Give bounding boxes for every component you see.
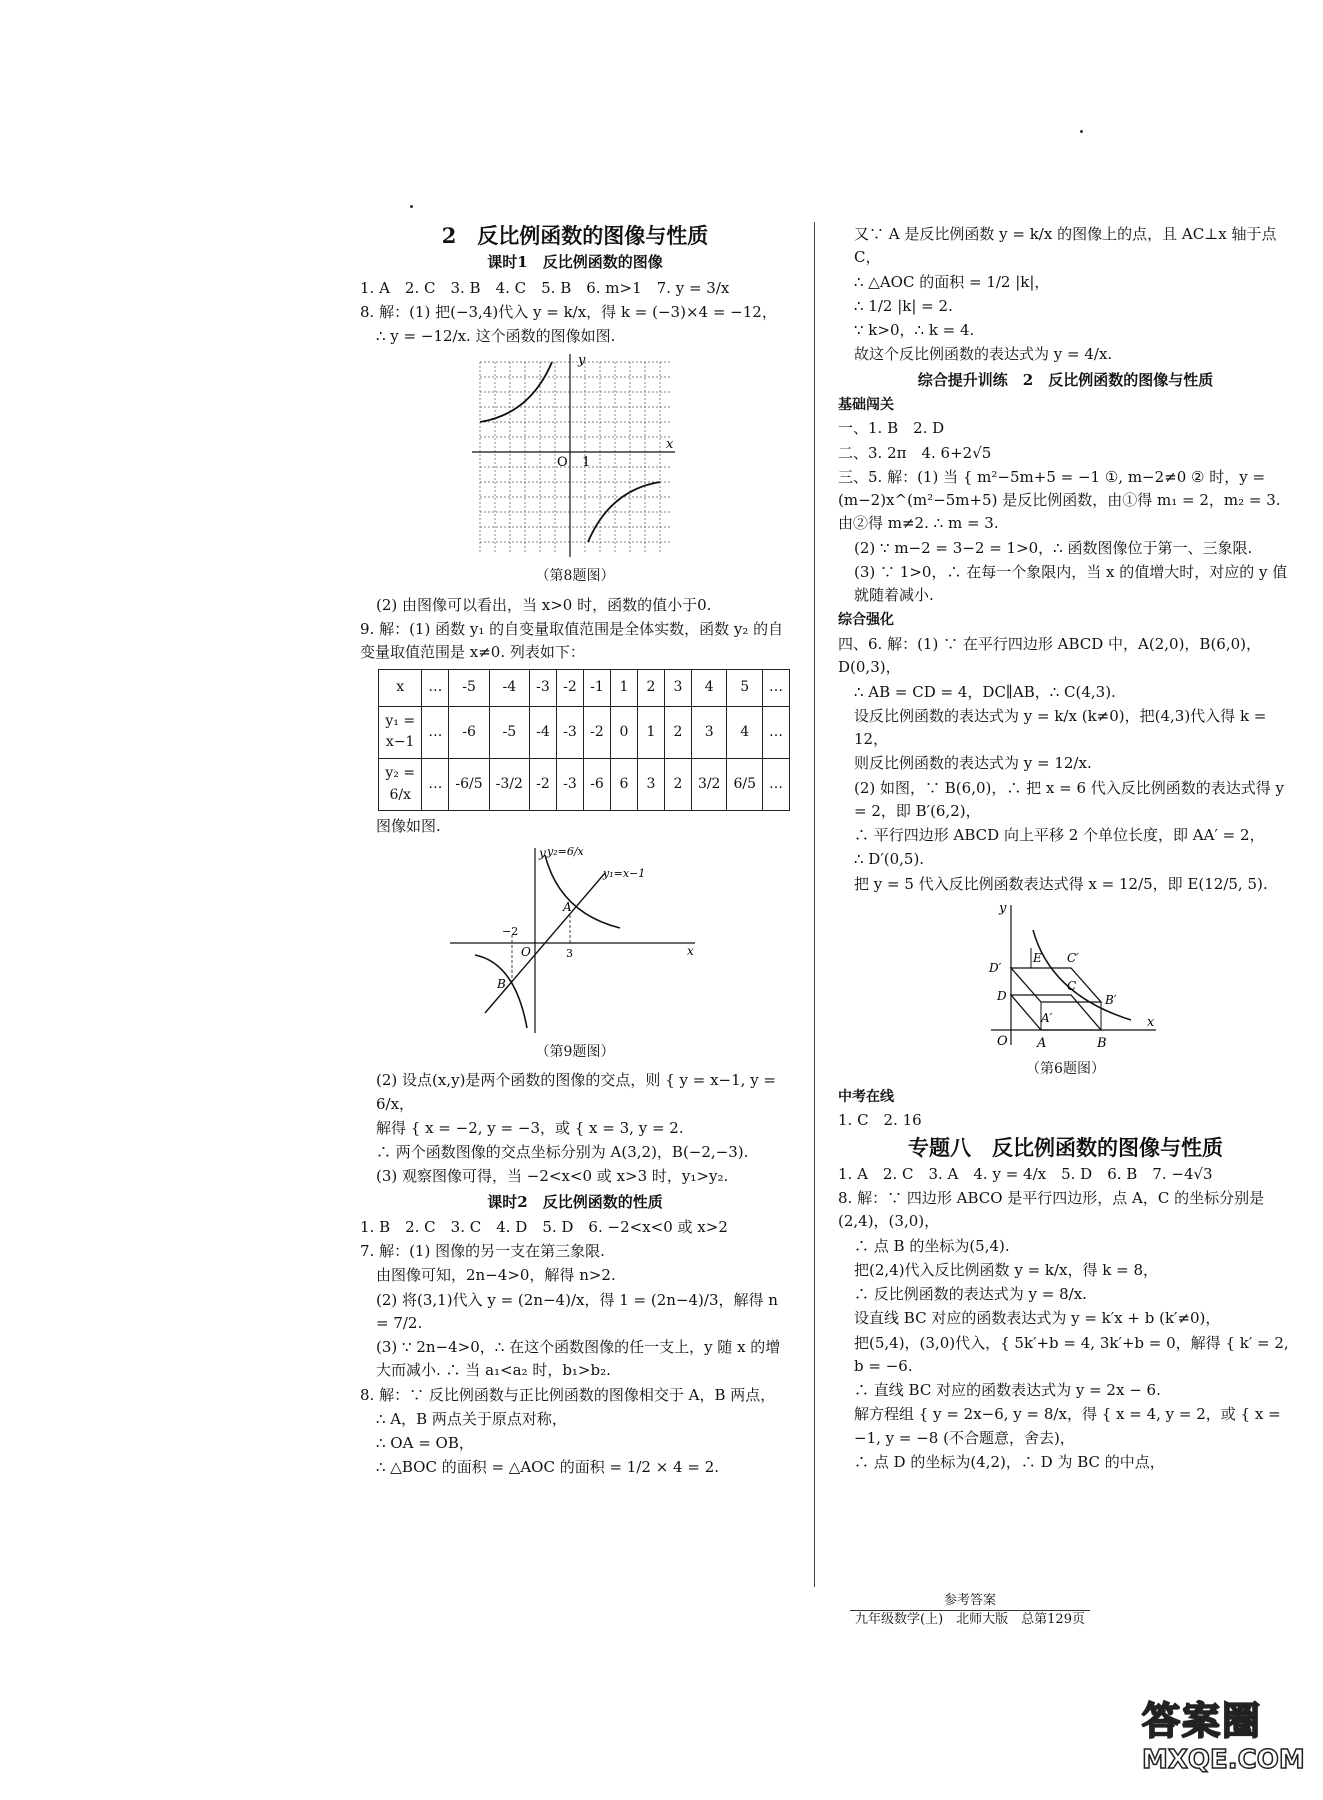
lesson1-answers: 1. A 2. C 3. B 4. C 5. B 6. m>1 7. y = 3/x xyxy=(360,278,730,297)
table-cell: -6/5 xyxy=(449,759,489,811)
table-cell: … xyxy=(763,669,790,706)
figure-8-graph xyxy=(470,352,680,562)
topic-line6: 把(5,4)，(3,0)代入，{ 5k′+b = 4, 3k′+b = 0，解得 { k′ = 2, b = −6. xyxy=(854,1333,1289,1375)
table-row-y2 xyxy=(379,759,790,811)
topic-line8: 解方程组 { y = 2x−6, y = 8/x，得 { x = 4, y = 2，或 { x = −1, y = −8 (不合题意，舍去)， xyxy=(854,1405,1281,1447)
watermark-logo xyxy=(1142,1690,1312,1790)
table-cell: 3 xyxy=(664,669,691,706)
left-column xyxy=(360,222,790,1481)
strong-line5: (2) 如图，∵ B(6,0)，∴ 把 x = 6 代入反比例函数的表达式得 y = 2，即 B′(6,2)， xyxy=(854,778,1285,820)
q7-line2: 由图像可知，2n−4>0，解得 n>2. xyxy=(376,1266,616,1285)
footer-info: 九年级数学(上) 北师大版 总第129页 xyxy=(855,1612,1085,1628)
strong-label: 综合强化 xyxy=(838,612,894,629)
table-cell: -2 xyxy=(529,759,556,811)
q9-line6: (3) 观察图像可得，当 −2<x<0 或 x>3 时，y₁>y₂. xyxy=(376,1167,729,1186)
q9-line4: 解得 { x = −2, y = −3，或 { x = 3, y = 2. xyxy=(376,1118,684,1137)
table-cell: -5 xyxy=(449,669,489,706)
footer-title: 参考答案 xyxy=(943,1593,996,1608)
table-cell: -6 xyxy=(583,759,610,811)
basic-line3: 三、5. 解：(1) 当 { m²−5m+5 = −1 ①, m−2≠0 ② 时，y = (m−2)x^(m²−5m+5) 是反比例函数，由①得 m₁ = 2，m₂ = 3. 由②得 m≠2. ∴ m = 3. xyxy=(838,467,1281,533)
r-line2: ∴ △AOC 的面积 = 1/2 |k|， xyxy=(854,272,1050,291)
strong-line3: 设反比例函数的表达式为 y = k/x (k≠0)，把(4,3)代入得 k = 12， xyxy=(854,706,1267,749)
table-cell: -2 xyxy=(556,669,583,706)
q9-line1: 9. 解：(1) 函数 y₁ 的自变量取值范围是全体实数，函数 y₂ 的自变量取值范围是 x≠0. 列表如下： xyxy=(360,620,784,662)
fig8-caption: （第8题图） xyxy=(535,568,615,585)
table-cell: x xyxy=(379,669,422,706)
table-cell: -5 xyxy=(489,706,529,758)
table-cell: 3 xyxy=(637,759,664,811)
table-cell: 2 xyxy=(664,706,691,758)
table-cell: 1 xyxy=(610,669,637,706)
value-table xyxy=(378,669,790,812)
basic-line1: 一、1. B 2. D xyxy=(838,419,945,438)
fig9-point-b: B xyxy=(497,976,506,991)
table-cell: 6/5 xyxy=(727,759,763,811)
table-cell: … xyxy=(763,759,790,811)
topic-line9: ∴ 点 D 的坐标为(4,2)，∴ D 为 BC 的中点， xyxy=(854,1452,1165,1471)
table-cell: -3 xyxy=(529,669,556,706)
fig6-o: O xyxy=(996,1033,1008,1049)
table-cell: 3 xyxy=(691,706,727,758)
basic-line4: (2) ∵ m−2 = 3−2 = 1>0，∴ 函数图像位于第一、三象限. xyxy=(854,538,1253,557)
exam-line1: 1. C 2. 16 xyxy=(838,1111,922,1130)
r-line5: 故这个反比例函数的表达式为 y = 4/x. xyxy=(854,345,1113,364)
q9-line3: (2) 设点(x,y)是两个函数的图像的交点，则 { y = x−1, y = 6/x， xyxy=(376,1071,776,1113)
fig9-x-label: x xyxy=(687,943,694,958)
table-cell: y₂ = 6/x xyxy=(379,759,422,811)
lesson2-title: 课时2 反比例函数的性质 xyxy=(487,1192,663,1211)
table-cell: 3/2 xyxy=(691,759,727,811)
fig6-x: x xyxy=(1146,1014,1154,1030)
page-footer xyxy=(820,1592,1120,1629)
topic-line2: ∴ 点 B 的坐标为(5,4). xyxy=(854,1236,1010,1255)
table-row-x xyxy=(379,669,790,706)
fig6-dprime: D′ xyxy=(988,960,1001,975)
scan-speck xyxy=(410,205,413,208)
fig6-cprime: C′ xyxy=(1066,950,1079,965)
table-cell: -3 xyxy=(556,759,583,811)
table-cell: 4 xyxy=(727,706,763,758)
q7-line4: (3) ∵ 2n−4>0，∴ 在这个函数图像的任一支上，y 随 x 的增大而减小. ∴ 当 a₁<a₂ 时，b₁>b₂. xyxy=(376,1338,781,1380)
fig6-d: D xyxy=(996,988,1007,1003)
fig9-caption: （第9题图） xyxy=(535,1043,615,1060)
q8-line3: (2) 由图像可以看出，当 x>0 时，函数的值小于0. xyxy=(376,595,712,614)
table-cell: 2 xyxy=(664,759,691,811)
r-line3: ∴ 1/2 |k| = 2. xyxy=(854,296,953,315)
topic-line5: 设直线 BC 对应的函数表达式为 y = k′x + b (k′≠0)， xyxy=(854,1309,1221,1328)
watermark-line1: 答案圈 xyxy=(1142,1699,1263,1743)
table-cell: 5 xyxy=(727,669,763,706)
fig6-c: C xyxy=(1066,978,1076,993)
basic-line2: 二、3. 2π 4. 6+2√5 xyxy=(838,443,992,462)
fig9-neg2: −2 xyxy=(502,924,519,938)
table-row-y1 xyxy=(379,706,790,758)
fig9-y1-label: y₁=x−1 xyxy=(603,866,646,880)
exam-label: 中考在线 xyxy=(838,1088,894,1105)
figure-6-graph xyxy=(971,900,1161,1055)
fig6-aprime: A′ xyxy=(1040,1010,1052,1025)
fig9-y-label: y xyxy=(539,845,546,860)
fig8-one-label: 1 xyxy=(582,455,591,471)
figure-9-graph xyxy=(445,843,705,1038)
table-cell: -1 xyxy=(583,669,610,706)
q8b-line2: ∴ A，B 两点关于原点对称， xyxy=(376,1409,567,1428)
q9-line5: ∴ 两个函数图像的交点坐标分别为 A(3,2)，B(−2,−3). xyxy=(376,1143,749,1162)
topic-line1: 8. 解：∵ 四边形 ABCO 是平行四边形，点 A，C 的坐标分别是 (2,4)，(3,0)， xyxy=(838,1189,1265,1231)
table-cell: 2 xyxy=(637,669,664,706)
table-cell: -2 xyxy=(583,706,610,758)
r-line4: ∵ k>0，∴ k = 4. xyxy=(854,321,975,339)
strong-line4: 则反比例函数的表达式为 y = 12/x. xyxy=(854,754,1092,773)
table-cell: -6 xyxy=(449,706,489,758)
strong-line6: ∴ 平行四边形 ABCD 向上平移 2 个单位长度，即 AA′ = 2， xyxy=(854,826,1265,845)
table-cell: … xyxy=(422,706,449,758)
q8-line2: ∴ y = −12/x. 这个函数的图像如图. xyxy=(376,327,616,346)
section-title: 2 反比例函数的图像与性质 xyxy=(441,223,709,248)
basic-label: 基础闯关 xyxy=(838,396,894,413)
strong-line7: ∴ D′(0,5). xyxy=(854,850,925,869)
table-cell: … xyxy=(422,759,449,811)
training-title: 综合提升训练 2 反比例函数的图像与性质 xyxy=(917,370,1214,389)
table-cell: … xyxy=(763,706,790,758)
lesson2-answers: 1. B 2. C 3. C 4. D 5. D 6. −2<x<0 或 x>2 xyxy=(360,1217,728,1236)
fig9-point-a: A xyxy=(563,899,572,914)
fig6-e: E xyxy=(1032,950,1042,965)
table-cell: … xyxy=(422,669,449,706)
topic-answers: 1. A 2. C 3. A 4. y = 4/x 5. D 6. B 7. −4√3 xyxy=(838,1164,1213,1183)
q8b-line4: ∴ △BOC 的面积 = △AOC 的面积 = 1/2 × 4 = 2. xyxy=(376,1458,720,1477)
fig6-y: y xyxy=(998,900,1006,916)
fig6-bprime: B′ xyxy=(1104,992,1117,1007)
strong-line8: 把 y = 5 代入反比例函数表达式得 x = 12/5，即 E(12/5, 5). xyxy=(854,874,1268,893)
q8b-line1: 8. 解：∵ 反比例函数与正比例函数的图像相交于 A，B 两点， xyxy=(360,1385,776,1404)
topic-line3: 把(2,4)代入反比例函数 y = k/x，得 k = 8， xyxy=(854,1260,1159,1279)
right-column xyxy=(838,222,1293,1475)
r-line1: 又∵ A 是反比例函数 y = k/x 的图像上的点，且 AC⊥x 轴于点 C， xyxy=(854,225,1277,267)
q8b-line3: ∴ OA = OB， xyxy=(376,1434,474,1453)
fig6-a: A xyxy=(1036,1035,1046,1051)
topic-line7: ∴ 直线 BC 对应的函数表达式为 y = 2x − 6. xyxy=(854,1381,1161,1400)
q7-line1: 7. 解：(1) 图像的另一支在第三象限. xyxy=(360,1242,605,1261)
watermark-line2: MXQE.COM xyxy=(1142,1745,1305,1775)
lesson1-title: 课时1 反比例函数的图像 xyxy=(487,253,663,272)
fig8-origin-label: O xyxy=(557,455,568,471)
topic-line4: ∴ 反比例函数的表达式为 y = 8/x. xyxy=(854,1285,1087,1304)
column-divider xyxy=(814,222,815,1587)
fig6-b: B xyxy=(1096,1035,1107,1051)
strong-line1: 四、6. 解：(1) ∵ 在平行四边形 ABCD 中，A(2,0)，B(6,0)，D(0,3)， xyxy=(838,635,1262,677)
basic-line5: (3) ∵ 1>0，∴ 在每一个象限内，当 x 的值增大时，对应的 y 值就随着减小. xyxy=(854,562,1288,605)
table-cell: 6 xyxy=(610,759,637,811)
q7-line3: (2) 将(3,1)代入 y = (2n−4)/x，得 1 = (2n−4)/3，解得 n = 7/2. xyxy=(376,1290,778,1332)
table-cell: y₁ = x−1 xyxy=(379,706,422,758)
table-cell: 0 xyxy=(610,706,637,758)
strong-line2: ∴ AB = CD = 4，DC∥AB，∴ C(4,3). xyxy=(854,682,1116,701)
table-cell: 4 xyxy=(691,669,727,706)
table-cell: -4 xyxy=(529,706,556,758)
fig8-x-label: x xyxy=(666,437,674,453)
fig9-origin: O xyxy=(521,944,531,959)
topic-title: 专题八 反比例函数的图像与性质 xyxy=(908,1134,1223,1160)
fig8-y-label: y xyxy=(578,353,586,369)
table-cell: -3 xyxy=(556,706,583,758)
table-cell: -3/2 xyxy=(489,759,529,811)
table-cell: 1 xyxy=(637,706,664,758)
q9-line2: 图像如图. xyxy=(376,817,441,836)
fig9-three: 3 xyxy=(566,946,573,960)
scan-speck xyxy=(1080,130,1083,133)
table-cell: -4 xyxy=(489,669,529,706)
fig9-y2-label: y₂=6/x xyxy=(547,844,584,858)
fig6-caption: （第6题图） xyxy=(1026,1060,1105,1077)
q8-line1: 8. 解：(1) 把(−3,4)代入 y = k/x，得 k = (−3)×4 = −12， xyxy=(360,302,777,321)
